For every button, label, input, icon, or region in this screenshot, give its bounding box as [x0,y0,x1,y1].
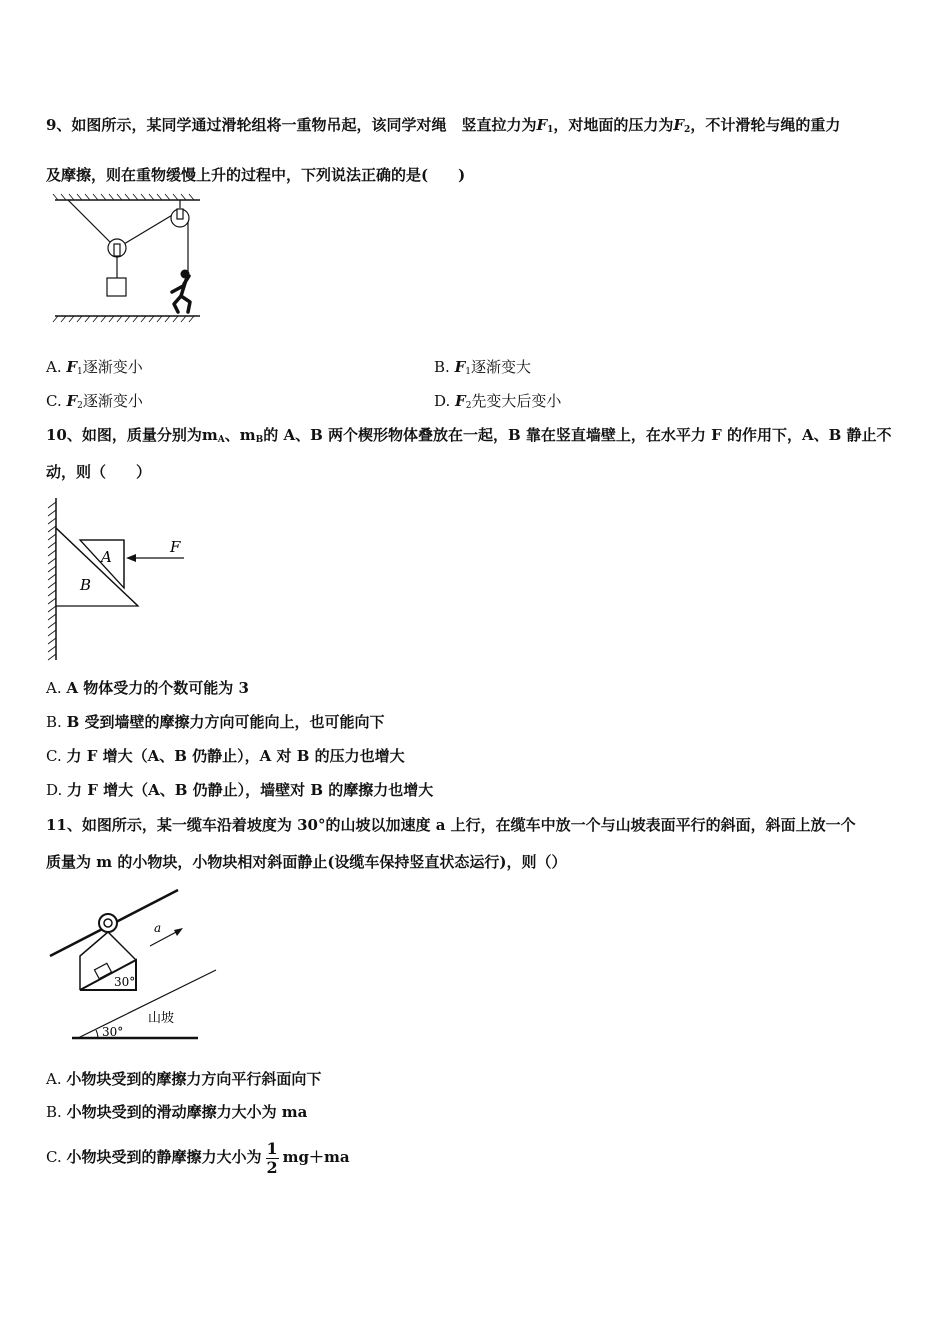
q11-option-c-tail: mg＋ma [282,1148,350,1166]
q10-option-b-text: B 受到墙壁的摩擦力方向可能向上，也可能向下 [66,713,385,731]
q10-option-d-text: 力 F 增大（A、B 仍静止），墙壁对 B 的摩擦力也增大 [67,781,434,799]
q10-var-ma: m [201,426,218,444]
q11-option-a-text: 小物块受到的摩擦力方向平行斜面向下 [66,1070,322,1088]
q9-var-f2: F [673,116,685,134]
q11-label-a: a [154,921,162,935]
q9-option-b-prefix: B. [434,358,455,376]
q10-stem-text-a: 10、如图，质量分别为 [46,426,202,444]
q9-option-a-text: 逐渐变小 [82,358,143,376]
q9-stem-line-2: 及摩擦，则在重物缓慢上升的过程中，下列说法正确的是( ) [46,166,466,184]
q9-option-a-prefix: A. [46,358,67,376]
q9-stem-text-b: ，对地面的压力为 [553,116,674,134]
q9-ceiling [53,194,200,200]
q9-option-c-sub: 2 [77,401,83,411]
q9-stem-text-c: ，不计滑轮与绳的重力 [690,116,841,134]
q10-label-f: F [170,538,181,556]
q9-option-d[interactable] [434,391,561,416]
q9-fixed-pulley [171,200,189,227]
q9-option-c-prefix: C. [46,392,67,410]
q11-label-30-bottom: 30° [102,1025,124,1039]
q9-option-d-prefix: D. [434,392,456,410]
q11-label-slope: 山坡 [148,1011,175,1026]
q10-stem-text-b: 的 A、B 两个楔形物体叠放在一起，B 靠在竖直墙壁上，在水平力 F 的作用下，A、B 静止不 [263,426,892,444]
q11-stem-line-1: 11、如图所示，某一缆车沿着坡度为 30°的山坡以加速度 a 上行，在缆车中放一个与山坡表面平行的斜面，斜面上放一个 [46,816,856,834]
q9-option-d-sub: 2 [465,401,472,411]
q10-stem-line-2: 动，则（ ） [46,463,152,481]
q11-label-30-top: 30° [114,975,136,989]
q10-option-b[interactable] [46,712,384,732]
q10-label-a: A [101,548,112,566]
q10-option-d-prefix: D. [46,781,68,799]
q9-option-c-text: 逐渐变小 [82,392,143,410]
q10-wedge-figure [44,494,194,664]
q11-option-b-prefix: B. [46,1103,67,1121]
q10-option-d[interactable] [46,780,433,800]
q9-person [172,270,190,313]
q9-option-b-sub: 1 [465,367,471,377]
q9-option-a-var: F [66,358,78,376]
q9-option-d-text: 先变大后变小 [471,392,562,410]
q10-option-a-prefix: A. [46,679,67,697]
q11-option-c-denominator: 2 [266,1157,278,1177]
q9-option-c-var: F [66,392,78,410]
q9-floor [53,316,200,322]
q10-option-a[interactable] [46,678,249,698]
q9-movable-pulley [108,239,126,278]
q11-option-c[interactable] [46,1138,350,1177]
q10-var-ma-sub: A [217,435,225,445]
q9-option-a[interactable] [46,357,143,382]
q11-wheel [99,914,117,932]
q9-option-c[interactable] [46,391,143,416]
q9-ropes [68,200,188,274]
q11-stem-line-2: 质量为 m 的小物块，小物块相对斜面静止(设缆车保持竖直状态运行)，则（） [46,853,567,871]
q10-sep: 、 [224,426,240,444]
q9-pulley-figure [50,192,210,327]
q11-cable-car-figure [46,886,236,1046]
q11-option-b-text: 小物块受到的滑动摩擦力大小为 ma [66,1103,308,1121]
q9-option-b[interactable] [434,357,531,382]
q9-option-d-var: F [455,392,466,410]
q9-var-f2-sub: 2 [684,125,691,135]
q10-option-c-text: 力 F 增大（A、B 仍静止），A 对 B 的压力也增大 [66,747,405,765]
q10-option-a-text: A 物体受力的个数可能为 3 [66,679,249,697]
q11-option-c-prefix: C. [46,1148,67,1166]
q10-option-c-prefix: C. [46,747,67,765]
q10-option-b-prefix: B. [46,713,67,731]
q9-stem-text-a: 9、如图所示，某同学通过滑轮组将一重物吊起，该同学对绳 竖直拉力为 [46,116,537,134]
q10-stem-line-1 [46,425,892,450]
q10-var-mb-sub: B [255,435,264,445]
q10-label-b: B [80,576,92,594]
q11-option-c-numerator: 1 [266,1138,278,1158]
q9-var-f1-sub: 1 [547,125,554,135]
q10-wall [48,498,56,660]
q10-var-mb: m [239,426,256,444]
q9-stem-line-1 [46,115,840,140]
q11-option-c-text: 小物块受到的静摩擦力大小为 [66,1148,262,1166]
q11-option-a-prefix: A. [46,1070,67,1088]
q9-option-b-var: F [454,358,466,376]
q11-option-b[interactable] [46,1102,307,1122]
q11-option-a[interactable] [46,1069,321,1089]
q9-option-b-text: 逐渐变大 [470,358,531,376]
q10-option-c[interactable] [46,746,405,766]
q11-option-c-fraction [266,1140,279,1177]
q9-option-a-sub: 1 [77,367,83,377]
q9-weight-box [107,278,126,296]
q9-var-f1: F [536,116,548,134]
